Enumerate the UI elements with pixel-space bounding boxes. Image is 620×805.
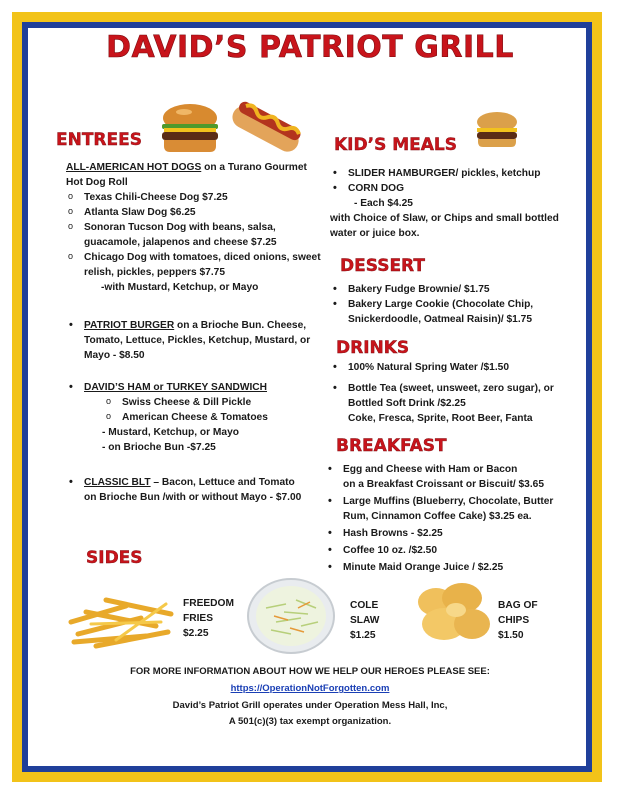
side-price: $1.50 xyxy=(498,630,524,641)
menu-item: o Sonoran Tucson Dog with beans, salsa, guacamole, jalapenos and cheese $7.25 xyxy=(66,220,322,250)
slider-burger-icon xyxy=(474,110,520,150)
menu-item: • 100% Natural Spring Water /$1.50 xyxy=(330,360,558,375)
menu-item xyxy=(325,462,565,492)
chips-icon xyxy=(414,580,492,646)
menu-item: o American Cheese & Tomatoes xyxy=(104,410,322,425)
sides-heading: SIDES xyxy=(86,548,143,568)
footer-taxnote: A 501(c)(3) tax exempt organization. xyxy=(228,716,392,727)
menu-item: • Bakery Fudge Brownie/ $1.75 xyxy=(330,282,550,297)
side-name: FRIES xyxy=(183,613,214,624)
menu-item: o Atlanta Slaw Dog $6.25 xyxy=(66,205,322,220)
hotdogs-description: on a Turano Gourmet Hot Dog Roll xyxy=(66,162,307,188)
sandwich-section xyxy=(66,380,322,455)
hotdogs-section xyxy=(66,160,322,295)
blt-description: – Bacon, Lettuce and Tomato on Brioche Bun /with or without Mayo - $7.00 xyxy=(84,477,302,503)
hotdogs-heading: ALL-AMERICAN HOT DOGS xyxy=(66,162,202,173)
sandwich-price: - on Brioche Bun -$7.25 xyxy=(102,442,216,453)
kids-section xyxy=(330,166,560,241)
side-item-chips xyxy=(498,598,538,643)
burger-icon xyxy=(158,102,222,154)
side-name: CHIPS xyxy=(498,615,530,626)
fries-icon xyxy=(66,592,178,650)
menu-item: o Chicago Dog with tomatoes, diced onions, sweet relish, pickles, peppers $7.75 xyxy=(66,250,322,280)
blt-section xyxy=(66,475,306,505)
blt-heading: CLASSIC BLT xyxy=(84,477,151,488)
menu-item: • Hash Browns - $2.25 xyxy=(325,526,565,541)
kids-note: with Choice of Slaw, or Chips and small bottled water or juice box. xyxy=(330,213,559,239)
burger-heading: PATRIOT BURGER xyxy=(84,320,175,331)
drinks-heading: DRINKS xyxy=(336,338,410,358)
sandwich-note: - Mustard, Ketchup, or Mayo xyxy=(102,427,239,438)
entrees-heading: ENTREES xyxy=(56,130,142,150)
menu-item: • SLIDER HAMBURGER/ pickles, ketchup xyxy=(330,166,560,181)
footer-info: FOR MORE INFORMATION ABOUT HOW WE HELP OUR HEROES PLEASE SEE: xyxy=(130,666,490,677)
menu-item: • Large Muffins (Blueberry, Chocolate, Butter Rum, Cinnamon Coffee Cake) $3.25 ea. xyxy=(325,494,565,524)
menu-item: o Swiss Cheese & Dill Pickle xyxy=(104,395,322,410)
menu-item: • Coffee 10 oz. /$2.50 xyxy=(325,543,565,558)
kids-price: - Each $4.25 xyxy=(354,198,413,209)
menu-item: • CORN DOG xyxy=(330,181,560,196)
sandwich-heading: DAVID’S HAM or TURKEY SANDWICH xyxy=(84,382,268,393)
side-item-slaw xyxy=(350,598,379,643)
footer-link-row xyxy=(0,681,620,696)
footer-link[interactable]: https://OperationNotForgotten.com xyxy=(230,683,390,694)
side-price: $2.25 xyxy=(183,628,209,639)
kids-heading: KID’S MEALS xyxy=(334,135,457,155)
breakfast-section xyxy=(325,462,565,575)
burger-description: on a Brioche Bun. Cheese, Tomato, Lettuce, Pickles, Ketchup, Mustard, or Mayo - $8.50 xyxy=(84,320,311,361)
side-name: SLAW xyxy=(350,615,380,626)
drinks-list: Coke, Fresca, Sprite, Root Beer, Fanta xyxy=(348,413,533,424)
burger-section xyxy=(66,318,322,363)
page-title: DAVID’S PATRIOT GRILL xyxy=(106,30,514,65)
menu-item: o Texas Chili-Cheese Dog $7.25 xyxy=(66,190,322,205)
egg-line1: Egg and Cheese with Ham or Bacon xyxy=(343,464,518,475)
side-price: $1.25 xyxy=(350,630,376,641)
egg-line2: on a Breakfast Croissant or Biscuit/ $3.65 xyxy=(343,479,544,490)
footer-operator: David’s Patriot Grill operates under Operation Mess Hall, Inc, xyxy=(172,700,448,711)
menu-item: • Minute Maid Orange Juice / $2.25 xyxy=(325,560,565,575)
dessert-section xyxy=(330,282,550,327)
hotdog-icon xyxy=(228,96,304,160)
breakfast-heading: BREAKFAST xyxy=(336,436,447,456)
hotdogs-note: -with Mustard, Ketchup, or Mayo xyxy=(101,282,259,293)
dessert-heading: DESSERT xyxy=(340,256,425,276)
menu-item: • Bakery Large Cookie (Chocolate Chip, Snickerdoodle, Oatmeal Raisin)/ $1.75 xyxy=(330,297,550,327)
coleslaw-icon xyxy=(246,578,336,654)
side-name: COLE xyxy=(350,600,379,611)
menu-item: • Bottle Tea (sweet, unsweet, zero sugar), or Bottled Soft Drink /$2.25 xyxy=(330,381,558,411)
drinks-section xyxy=(330,360,558,426)
side-name: FREEDOM xyxy=(183,598,234,609)
side-name: BAG OF xyxy=(498,600,538,611)
side-item-fries xyxy=(183,596,234,641)
